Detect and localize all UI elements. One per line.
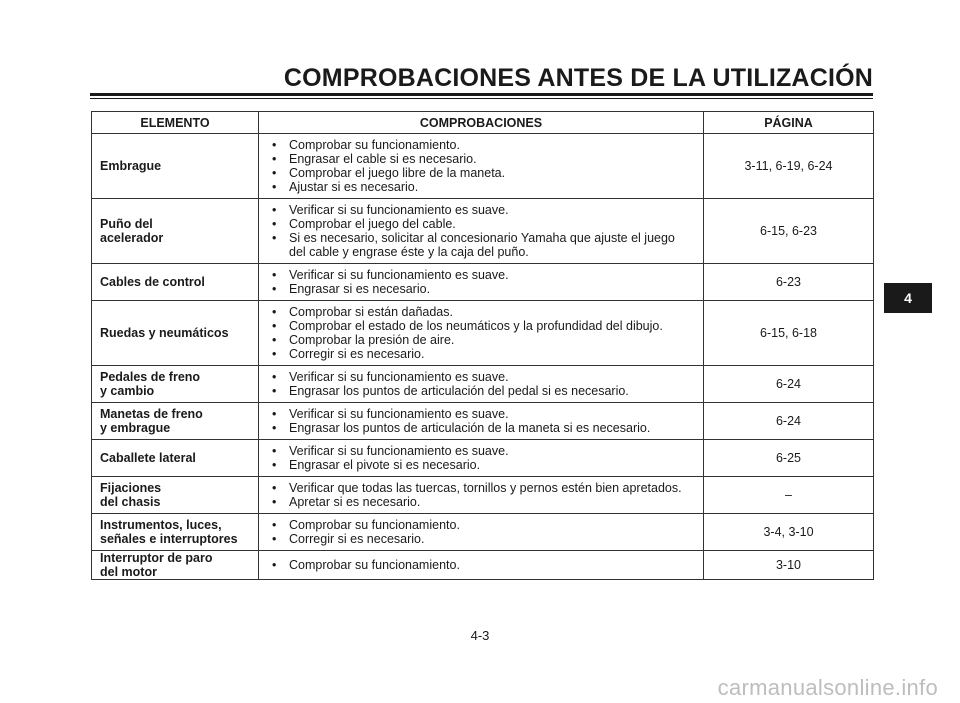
checks-table [91,111,874,580]
page-ref-cell: 6-15, 6-23 [704,199,874,264]
check-item [272,180,699,194]
check-item [272,518,699,532]
page-ref-cell: 6-24 [704,366,874,403]
check-text: • Engrasar el pivote si es necesario. [289,458,481,472]
checks-list [272,558,699,572]
check-item [272,495,699,509]
checks-cell [259,264,704,301]
table-row [92,551,874,580]
item-line: Interruptor de paro [100,551,213,565]
check-item [272,384,699,398]
item-line: Instrumentos, luces, [100,518,222,532]
table-row [92,134,874,199]
check-item [272,282,699,296]
check-item [272,166,699,180]
check-text: • Verificar si su funcionamiento es suave. [289,370,509,384]
check-item [272,407,699,421]
check-item [272,138,699,152]
item-cell [92,403,259,440]
column-header-checks: COMPROBACIONES [259,112,704,134]
item-line: del chasis [100,495,161,509]
table-row [92,366,874,403]
checks-cell [259,301,704,366]
item-line: Embrague [100,159,162,173]
checks-cell [259,366,704,403]
checks-list [272,444,699,472]
checks-cell [259,199,704,264]
checks-list [272,203,699,259]
table-header-row [92,112,874,134]
check-text: • Corregir si es necesario. [289,532,425,546]
table-row [92,264,874,301]
check-text: • Corregir si es necesario. [289,347,425,361]
check-text: • Verificar si su funcionamiento es suave. [289,407,509,421]
check-item [272,421,699,435]
checks-list [272,518,699,546]
check-text: • Engrasar los puntos de articulación del pedal si es necesario. [289,384,629,398]
check-text: • Si es necesario, solicitar al concesionario Yamaha que ajuste el juego [289,231,675,245]
item-line: Manetas de freno [100,407,203,421]
check-text: • Comprobar su funcionamiento. [289,518,460,532]
item-line: y cambio [100,384,155,398]
item-cell [92,264,259,301]
checks-list [272,481,699,509]
checks-cell [259,440,704,477]
page-ref-cell: 3-11, 6-19, 6-24 [704,134,874,199]
item-cell [92,199,259,264]
column-header-item: ELEMENTO [92,112,259,134]
item-line: y embrague [100,421,171,435]
check-item [272,347,699,361]
check-text: • Comprobar su funcionamiento. [289,138,460,152]
check-text: • Comprobar el juego libre de la maneta. [289,166,506,180]
page-ref-cell: 6-23 [704,264,874,301]
check-text: • Comprobar si están dañadas. [289,305,453,319]
check-text: • Verificar si su funcionamiento es suave. [289,268,509,282]
page-ref-cell: 3-10 [704,551,874,580]
check-text: • Comprobar el estado de los neumáticos y la profundidad del dibujo. [289,319,663,333]
item-line: Fijaciones [100,481,162,495]
title-rule-thin [90,98,873,99]
item-line: Ruedas y neumáticos [100,326,229,340]
checks-cell [259,477,704,514]
table-body [92,134,874,580]
check-text: • Verificar que todas las tuercas, tornillos y pernos estén bien apretados. [289,481,682,495]
page-title: COMPROBACIONES ANTES DE LA UTILIZACIÓN [283,64,873,92]
page-ref-cell: 6-15, 6-18 [704,301,874,366]
check-item [272,370,699,384]
item-line: Cables de control [100,275,205,289]
check-item [272,333,699,347]
checks-list [272,138,699,194]
table-row [92,514,874,551]
check-text: • Engrasar el cable si es necesario. [289,152,477,166]
page-ref-cell: 6-24 [704,403,874,440]
checks-list [272,305,699,361]
watermark: carmanualsonline.info [717,675,938,700]
checks-list [272,407,699,435]
table-row [92,477,874,514]
item-line: Caballete lateral [100,451,196,465]
check-item [272,444,699,458]
check-item [272,203,699,217]
chapter-tab: 4 [884,283,932,313]
item-cell [92,514,259,551]
page-number: 4-3 [470,628,490,643]
page-ref-cell: – [704,477,874,514]
item-line: Pedales de freno [100,370,201,384]
check-item [272,152,699,166]
table-row [92,403,874,440]
check-item [272,305,699,319]
check-text: • Ajustar si es necesario. [289,180,419,194]
check-text: • Verificar si su funcionamiento es suave. [289,203,509,217]
check-item [272,268,699,282]
item-cell [92,440,259,477]
check-text: • Apretar si es necesario. [289,495,421,509]
check-item [272,458,699,472]
column-header-page: PÁGINA [704,112,874,134]
item-cell [92,366,259,403]
table-row [92,440,874,477]
checks-cell [259,403,704,440]
check-item [272,481,699,495]
title-rule-thick [90,93,873,96]
item-line: acelerador [100,231,164,245]
page-ref-cell: 3-4, 3-10 [704,514,874,551]
page-ref-cell: 6-25 [704,440,874,477]
item-cell [92,477,259,514]
checks-cell [259,551,704,580]
item-line: Puño del [100,217,153,231]
check-text: del cable y engrase éste y la caja del puño. [289,245,529,259]
item-line: señales e interruptores [100,532,238,546]
item-cell [92,134,259,199]
check-text: • Comprobar su funcionamiento. [289,558,460,572]
check-text: • Comprobar la presión de aire. [289,333,455,347]
check-text: • Engrasar si es necesario. [289,282,431,296]
check-item [272,558,699,572]
table-row [92,301,874,366]
item-cell [92,551,259,580]
check-text: • Verificar si su funcionamiento es suave. [289,444,509,458]
check-item [272,217,699,231]
checks-list [272,370,699,398]
check-item [272,532,699,546]
item-cell [92,301,259,366]
table-row [92,199,874,264]
item-line: del motor [100,565,157,579]
checks-list [272,268,699,296]
check-item [272,231,699,259]
check-text: • Engrasar los puntos de articulación de la maneta si es necesario. [289,421,651,435]
checks-cell [259,134,704,199]
checks-cell [259,514,704,551]
check-text: • Comprobar el juego del cable. [289,217,456,231]
check-item [272,319,699,333]
